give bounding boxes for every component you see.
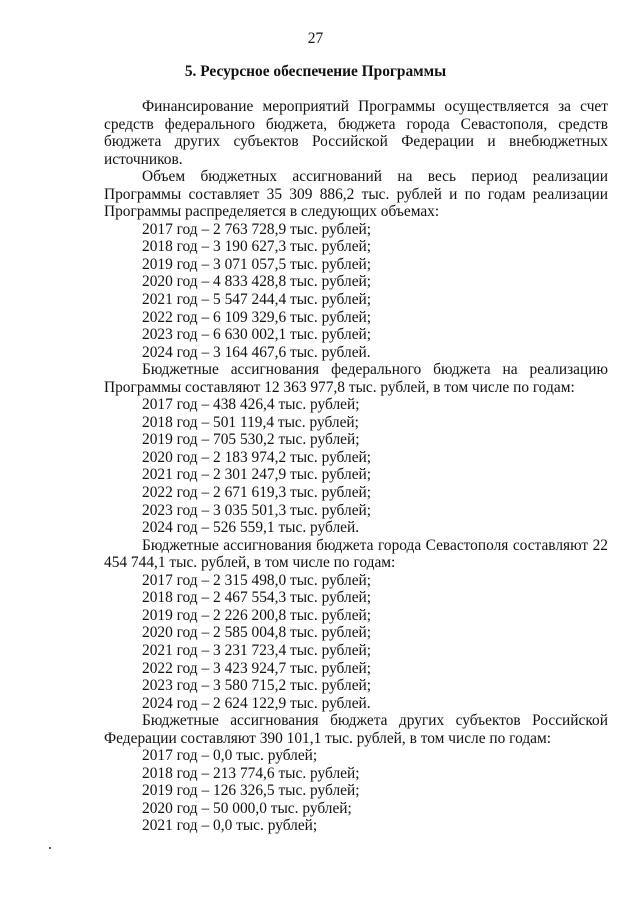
list-item: 2017 год – 438 426,4 тыс. рублей;: [142, 396, 360, 414]
document-body: [104, 98, 608, 835]
list-item: 2017 год – 2 763 728,9 тыс. рублей;: [142, 220, 372, 238]
federal-year-list: [104, 396, 608, 536]
intro-paragraph: Финансирование мероприятий Программы осуществляется за счет средств федерального бюджета, бюджета города Севастополя, средств бюджета других субъектов Российской Федерации и внебюджетных источников.: [104, 98, 608, 168]
list-item: 2017 год – 0,0 тыс. рублей;: [142, 747, 318, 765]
list-item: 2020 год – 2 183 974,2 тыс. рублей;: [142, 448, 372, 466]
list-item: 2020 год – 2 585 004,8 тыс. рублей;: [142, 624, 372, 642]
list-item: 2018 год – 3 190 627,3 тыс. рублей;: [142, 238, 372, 256]
other-subjects-year-list: [104, 747, 608, 835]
list-item: 2018 год – 2 467 554,3 тыс. рублей;: [142, 589, 372, 607]
list-item: 2019 год – 126 326,5 тыс. рублей;: [142, 782, 360, 800]
list-item: 2017 год – 2 315 498,0 тыс. рублей;: [142, 571, 372, 589]
section-title: 5. Ресурсное обеспечение Программы: [184, 63, 447, 80]
list-item: 2021 год – 5 547 244,4 тыс. рублей;: [142, 291, 372, 309]
list-item: 2023 год – 6 630 002,1 тыс. рублей;: [142, 326, 372, 344]
other-subjects-paragraph: Бюджетные ассигнования бюджета других субъектов Российской Федерации составляют 390 101,1 тыс. рублей, в том числе по годам:: [104, 712, 608, 747]
list-item: 2020 год – 4 833 428,8 тыс. рублей;: [142, 273, 372, 291]
list-item: 2019 год – 705 530,2 тыс. рублей;: [142, 431, 360, 449]
list-item: 2022 год – 6 109 329,6 тыс. рублей;: [142, 308, 372, 326]
list-item: 2022 год – 3 423 924,7 тыс. рублей;: [142, 659, 372, 677]
list-item: 2020 год – 50 000,0 тыс. рублей;: [142, 799, 352, 817]
total-paragraph: Объем бюджетных ассигнований на весь период реализации Программы составляет 35 309 886,2 тыс. рублей и по годам реализации Программы распределяется в следующих объемах:: [104, 168, 608, 221]
federal-paragraph: Бюджетные ассигнования федерального бюджета на реализацию Программы составляют 12 363 977,8 тыс. рублей, в том числе по годам:: [104, 361, 608, 396]
list-item: 2024 год – 3 164 467,6 тыс. рублей.: [142, 343, 371, 361]
list-item: 2019 год – 3 071 057,5 тыс. рублей;: [142, 255, 372, 273]
total-year-list: [104, 221, 608, 361]
list-item: 2024 год – 2 624 122,9 тыс. рублей.: [142, 694, 371, 712]
list-item: 2024 год – 526 559,1 тыс. рублей.: [142, 519, 360, 537]
page-number: 27: [307, 30, 324, 47]
list-item: 2023 год – 3 580 715,2 тыс. рублей;: [142, 677, 372, 695]
sevastopol-paragraph: Бюджетные ассигнования бюджета города Севастополя составляют 22 454 744,1 тыс. рублей, в том числе по годам:: [104, 536, 608, 572]
list-item: 2022 год – 2 671 619,3 тыс. рублей;: [142, 484, 372, 502]
list-item: 2018 год – 501 119,4 тыс. рублей;: [142, 413, 359, 431]
list-item: 2023 год – 3 035 501,3 тыс. рублей;: [142, 501, 372, 519]
list-item: 2021 год – 0,0 тыс. рублей;: [142, 817, 318, 835]
scan-speck: [49, 847, 51, 849]
list-item: 2018 год – 213 774,6 тыс. рублей;: [142, 764, 360, 782]
list-item: 2019 год – 2 226 200,8 тыс. рублей;: [142, 606, 372, 624]
list-item: 2021 год – 2 301 247,9 тыс. рублей;: [142, 466, 372, 484]
list-item: 2021 год – 3 231 723,4 тыс. рублей;: [142, 641, 372, 659]
sevastopol-year-list: [104, 572, 608, 712]
